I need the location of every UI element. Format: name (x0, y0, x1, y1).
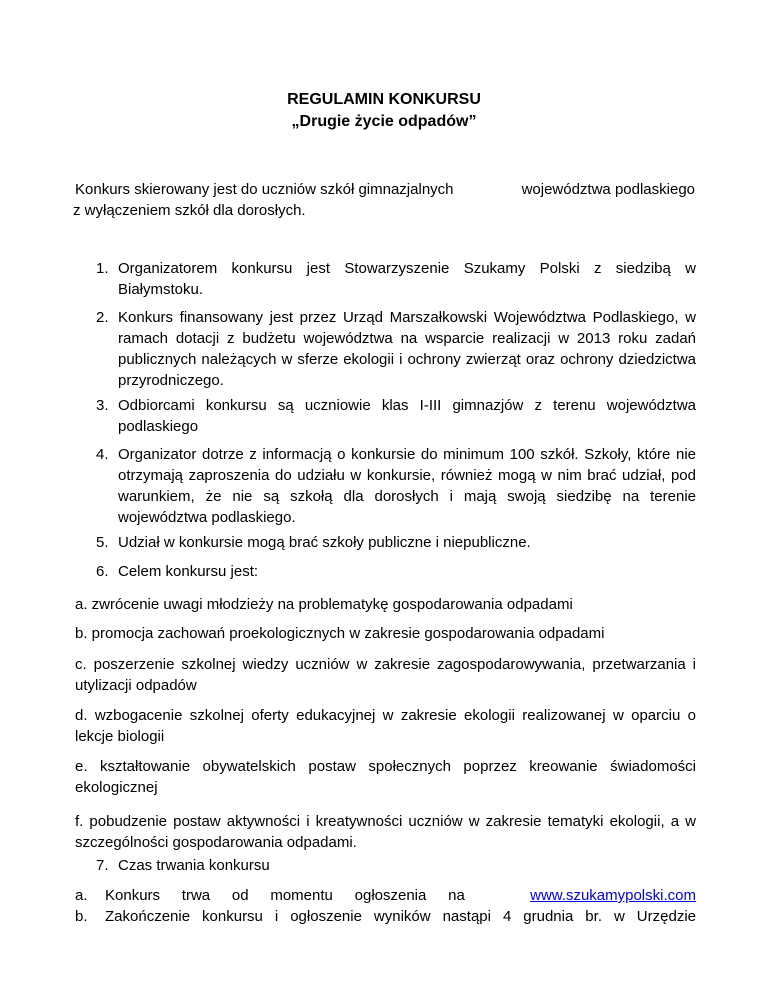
list-item-text: Celem konkursu jest: (118, 563, 259, 580)
list-item-2 (96, 307, 696, 391)
intro-line1-left: Konkurs skierowany jest do uczniów szkół gimnazjalnych (75, 181, 454, 198)
list-item-number: 1. (96, 260, 109, 277)
goal-item-d: d. wzbogacenie szkolnej oferty edukacyjnej w zakresie ekologii realizowanej w oparciu o lekcje biologii (75, 707, 696, 745)
website-link[interactable]: www.szukamypolski.com (530, 887, 696, 904)
list-item-text: Czas trwania konkursu (118, 857, 270, 874)
duration-item-a (75, 885, 696, 906)
duration-text-a: Konkurs trwa od momentu ogłoszenia na (105, 887, 465, 904)
duration-letter-a: a. (75, 887, 88, 904)
intro-line1-right: województwa podlaskiego (521, 181, 695, 198)
goal-item-c: c. poszerzenie szkolnej wiedzy uczniów w zakresie zagospodarowywania, przetwarzania i utylizacji odpadów (75, 656, 696, 694)
list-item-text: Konkurs finansowany jest przez Urząd Marszałkowski Województwa Podlaskiego, w ramach dotacji z budżetu województwa na wsparcie realizacji w 2013 roku zadań publicznych należących w sferze ekologii i ochrony zwierząt oraz ochrony dziedzictwa przyrodniczego. (118, 309, 696, 389)
goal-item-b: b. promocja zachowań proekologicznych w zakresie gospodarowania odpadami (75, 625, 605, 642)
list-item-text: Organizatorem konkursu jest Stowarzyszenie Szukamy Polski z siedzibą w Białymstoku. (118, 260, 696, 298)
list-item-number: 4. (96, 446, 109, 463)
list-item-number: 6. (96, 563, 109, 580)
list-item-text: Udział w konkursie mogą brać szkoły publiczne i niepubliczne. (118, 534, 531, 551)
intro-line2: z wyłączeniem szkół dla dorosłych. (73, 202, 306, 219)
list-item-5 (96, 532, 696, 553)
list-item-text: Organizator dotrze z informacją o konkursie do minimum 100 szkół. Szkoły, które nie otrzymają zaproszenia do udziału w konkursie, również mogą w nim brać udział, pod warunkiem, że nie są szkołą dla dorosłych i mają swoją siedzibę na terenie województwa podlaskiego. (118, 446, 696, 526)
duration-letter-b: b. (75, 908, 88, 925)
goal-item-f: f. pobudzenie postaw aktywności i kreatywności uczniów w zakresie tematyki ekologii, a w szczególności gospodarowania odpadami. (75, 813, 696, 851)
list-item-number: 5. (96, 534, 109, 551)
list-item-number: 2. (96, 309, 109, 326)
duration-item-b (75, 906, 696, 927)
goal-item-e: e. kształtowanie obywatelskich postaw społecznych poprzez kreowanie świadomości ekologicznej (75, 758, 696, 796)
intro-paragraph (75, 179, 695, 221)
list-item-7 (96, 855, 696, 876)
goal-item-a: a. zwrócenie uwagi młodzieży na problematykę gospodarowania odpadami (75, 596, 573, 613)
list-item-text: Odbiorcami konkursu są uczniowie klas I-III gimnazjów z terenu województwa podlaskiego (118, 397, 696, 435)
document-title: REGULAMIN KONKURSU (287, 91, 481, 108)
list-item-6 (96, 561, 696, 582)
document-subtitle: „Drugie życie odpadów” (291, 113, 477, 130)
list-item-1 (96, 258, 696, 300)
list-item-4 (96, 444, 696, 528)
list-item-3 (96, 395, 696, 437)
duration-text-b: Zakończenie konkursu i ogłoszenie wyników nastąpi 4 grudnia br. w Urzędzie (105, 908, 696, 925)
list-item-number: 7. (96, 857, 109, 874)
list-item-number: 3. (96, 397, 109, 414)
